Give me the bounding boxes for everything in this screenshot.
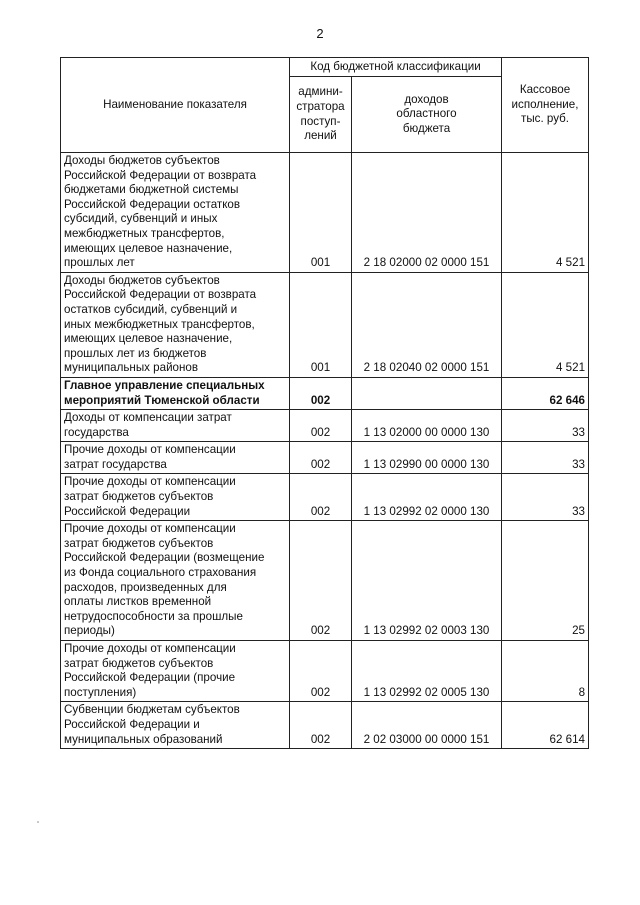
table-row xyxy=(61,377,589,409)
header-income-code: доходов областного бюджета xyxy=(352,77,502,153)
cash-amount: 33 xyxy=(502,442,589,474)
admin-code: 002 xyxy=(290,410,352,442)
indicator-name: Прочие доходы от компенсации затрат бюджетов субъектов Российской Федерации (прочие поступления) xyxy=(61,641,290,702)
table-row xyxy=(61,153,589,273)
header-admin: админи- стратора поступ- лений xyxy=(290,77,352,153)
admin-code: 002 xyxy=(290,377,352,409)
income-code: 2 02 03000 00 0000 151 xyxy=(352,702,502,749)
cash-amount: 8 xyxy=(502,641,589,702)
header-name: Наименование показателя xyxy=(61,58,290,153)
cash-amount: 33 xyxy=(502,474,589,521)
table-row xyxy=(61,521,589,641)
income-code: 1 13 02992 02 0000 130 xyxy=(352,474,502,521)
admin-code: 001 xyxy=(290,153,352,273)
admin-code: 002 xyxy=(290,641,352,702)
table-row xyxy=(61,272,589,377)
table-body xyxy=(61,153,589,749)
header-amount: Кассовое исполнение, тыс. руб. xyxy=(502,58,589,153)
indicator-name: Прочие доходы от компенсации затрат бюджетов субъектов Российской Федерации xyxy=(61,474,290,521)
indicator-name: Доходы бюджетов субъектов Российской Федерации от возврата остатков субсидий, субвенций и иных межбюджетных трансфертов, имеющих целевое назначение, прошлых лет из бюджетов муниципальных районов xyxy=(61,272,290,377)
income-code: 1 13 02992 02 0003 130 xyxy=(352,521,502,641)
income-code xyxy=(352,377,502,409)
income-code: 1 13 02990 00 0000 130 xyxy=(352,442,502,474)
indicator-name: Главное управление специальных мероприятий Тюменской области xyxy=(61,377,290,409)
cash-amount: 4 521 xyxy=(502,272,589,377)
indicator-name: Доходы бюджетов субъектов Российской Федерации от возврата бюджетами бюджетной системы Российской Федерации остатков субсидий, субвенций и иных межбюджетных трансфертов, имеющих целевое назначение, прошлых лет xyxy=(61,153,290,273)
admin-code: 002 xyxy=(290,474,352,521)
table-row xyxy=(61,474,589,521)
cash-amount: 4 521 xyxy=(502,153,589,273)
income-code: 1 13 02000 00 0000 130 xyxy=(352,410,502,442)
cash-amount: 62 646 xyxy=(502,377,589,409)
admin-code: 002 xyxy=(290,521,352,641)
admin-code: 002 xyxy=(290,442,352,474)
cash-amount: 25 xyxy=(502,521,589,641)
table-row xyxy=(61,410,589,442)
indicator-name: Прочие доходы от компенсации затрат бюджетов субъектов Российской Федерации (возмещение из Фонда социального страхования расходов, произведенных для оплаты листков временной нетрудоспособности за прошлые периоды) xyxy=(61,521,290,641)
table-row xyxy=(61,442,589,474)
scan-dot xyxy=(36,820,40,824)
cash-amount: 33 xyxy=(502,410,589,442)
income-code: 2 18 02000 02 0000 151 xyxy=(352,153,502,273)
indicator-name: Прочие доходы от компенсации затрат государства xyxy=(61,442,290,474)
table-row xyxy=(61,641,589,702)
budget-revenue-table xyxy=(60,57,589,749)
admin-code: 002 xyxy=(290,702,352,749)
table-row xyxy=(61,702,589,749)
indicator-name: Доходы от компенсации затрат государства xyxy=(61,410,290,442)
income-code: 2 18 02040 02 0000 151 xyxy=(352,272,502,377)
admin-code: 001 xyxy=(290,272,352,377)
income-code: 1 13 02992 02 0005 130 xyxy=(352,641,502,702)
indicator-name: Субвенции бюджетам субъектов Российской Федерации и муниципальных образований xyxy=(61,702,290,749)
page-number: 2 xyxy=(316,26,324,41)
header-classification-group: Код бюджетной классификации xyxy=(290,58,502,77)
cash-amount: 62 614 xyxy=(502,702,589,749)
